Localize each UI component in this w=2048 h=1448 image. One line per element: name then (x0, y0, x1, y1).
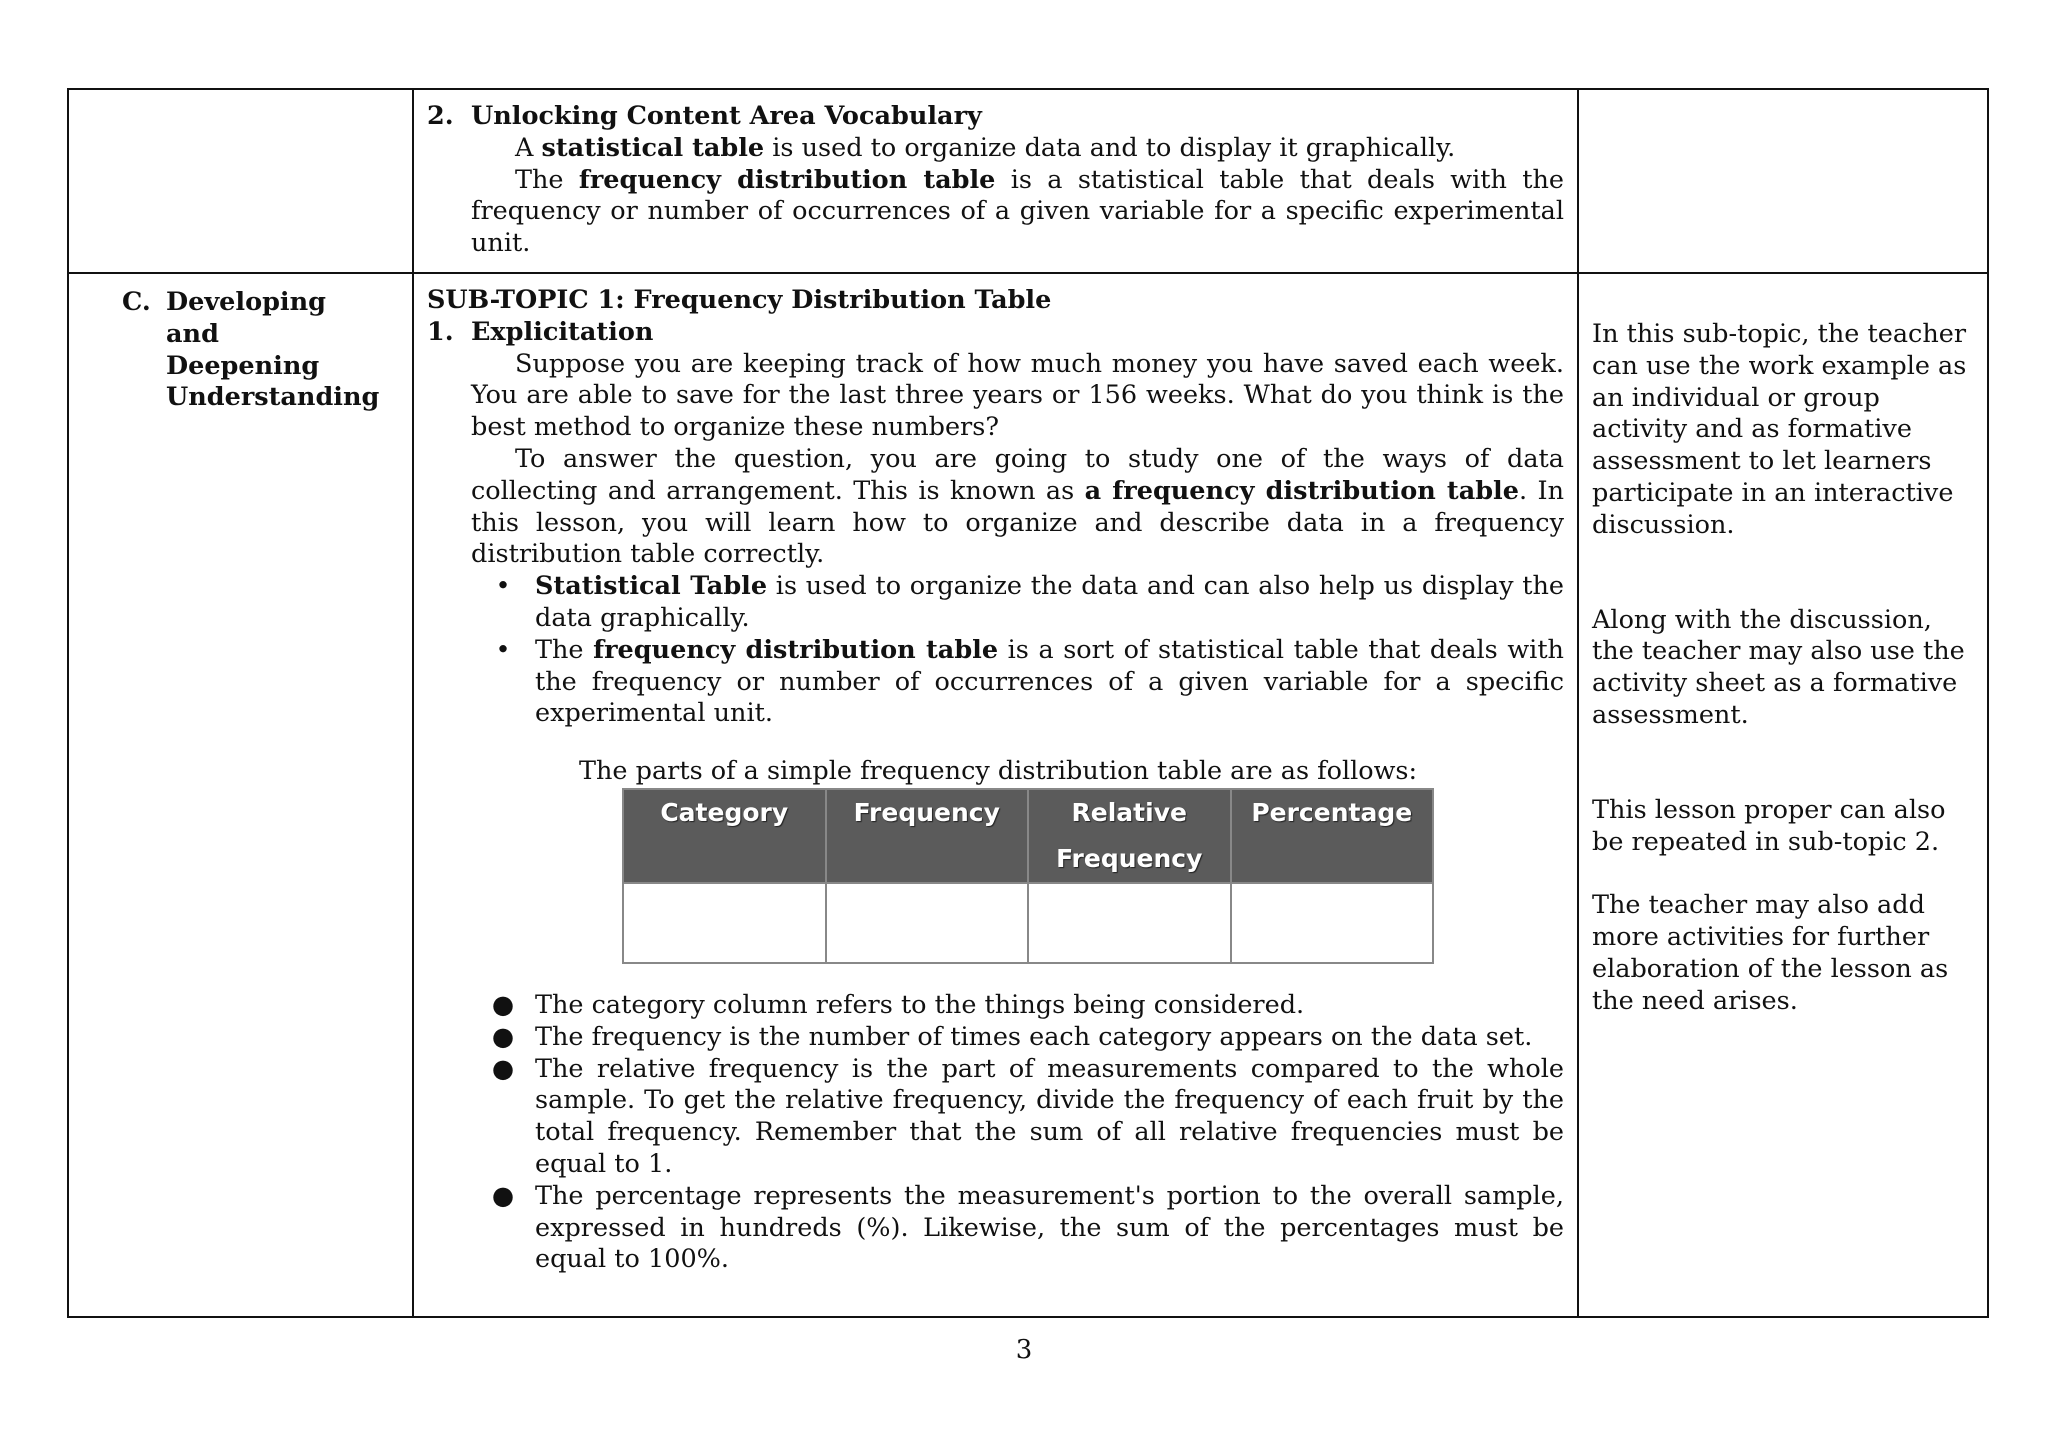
list-item (471, 1054, 1564, 1181)
header-relative-frequency: Relative Frequency (1028, 789, 1231, 883)
section-letter: C. (122, 287, 151, 317)
table-row (68, 89, 1988, 273)
subtopic-heading: SUB-TOPIC 1: Frequency Distribution Table (427, 285, 1052, 315)
teacher-note: The teacher may also add more activities for further elaboration of the lesson as the need arises. (1592, 890, 1949, 1016)
section-cell (68, 273, 413, 1317)
parts-list (471, 990, 1564, 1276)
notes-cell (1578, 273, 1988, 1317)
section-label (70, 275, 411, 414)
empty-cell (1231, 883, 1434, 963)
list-text: The relative frequency is the part of measurements compared to the whole sample. To get the relative frequency, divide the frequency of each fruit by the total frequency. Remember that the sum of all relative frequencies must be equal to 1. (535, 1053, 1564, 1179)
para-text: . In this lesson, you will learn how to organize and describe data in a frequency distribution table correctly. (471, 475, 1564, 570)
bullet-icon: ● (491, 1021, 515, 1052)
notes-cell (1578, 89, 1988, 273)
bullet-icon: ● (491, 1053, 515, 1084)
vocabulary-paragraph (471, 133, 1564, 165)
list-text: The category column refers to the things being considered. (535, 989, 1305, 1020)
item-number: 1. (427, 316, 454, 347)
content-cell (413, 89, 1578, 273)
list-text: The percentage represents the measurement's portion to the overall sample, expressed in hundreds (%). Likewise, the sum of the percentages must be equal to 100%. (535, 1180, 1564, 1275)
lesson-paragraph: Suppose you are keeping track of how much money you have saved each week. You are able to save for the last three years or 156 weeks. What do you think is the best method to organize these numbers? (471, 348, 1564, 443)
para-text: is used to organize data and to display it graphically. (764, 132, 1456, 163)
section-title: Developing and Deepening Understanding (166, 287, 380, 413)
list-item (471, 990, 1564, 1022)
table-row (68, 273, 1988, 1317)
term-bold: statistical table (541, 132, 765, 163)
term-bold: frequency distribution table (593, 634, 999, 665)
vocabulary-paragraph (471, 165, 1564, 260)
page-number: 3 (1015, 1335, 1033, 1365)
header-frequency: Frequency (826, 789, 1029, 883)
explicitation-heading (427, 317, 1564, 349)
section-cell (68, 89, 413, 273)
empty-cell (623, 883, 826, 963)
list-item (471, 635, 1564, 730)
para-text: A (515, 132, 542, 163)
list-item (471, 1181, 1564, 1276)
para-text: The (515, 164, 579, 195)
lesson-plan-table (67, 88, 1989, 1318)
vocabulary-heading (427, 101, 1564, 133)
header-percentage: Percentage (1231, 789, 1434, 883)
para-text: The (535, 634, 594, 665)
content-cell (413, 273, 1578, 1317)
bullet-icon: • (495, 634, 511, 665)
list-item (471, 571, 1564, 635)
para-text: To answer the question, you are going to study one of the ways of data collecting and arrangement. This is known as (471, 443, 1564, 506)
frequency-table-diagram (622, 788, 1434, 964)
para-text: is a sort of statistical table that deals with the frequency or number of occurrences of a given variable for a specific experimental unit. (535, 634, 1564, 729)
table-intro: The parts of a simple frequency distribution table are as follows: (579, 756, 1418, 787)
para-text: is a statistical table that deals with the frequency or number of occurrences of a given variable for a specific experimental unit. (471, 164, 1564, 259)
term-bold: a frequency distribution table (1084, 475, 1519, 506)
teacher-note: Along with the discussion, the teacher may also use the activity sheet as a formative assessment. (1592, 604, 1965, 730)
list-text: The frequency is the number of times each category appears on the data set. (535, 1021, 1533, 1052)
list-item (471, 1022, 1564, 1054)
teacher-note: In this sub-topic, the teacher can use the work example as an individual or group activity and as formative assessment to let learners participate in an interactive discussion. (1592, 319, 1967, 540)
term-bold: frequency distribution table (578, 164, 996, 195)
term-bold: Statistical Table (535, 571, 768, 602)
bullet-icon: ● (491, 1180, 515, 1211)
lesson-paragraph (471, 444, 1564, 571)
bullet-icon: • (495, 571, 511, 602)
empty-cell (826, 883, 1029, 963)
header-category: Category (623, 789, 826, 883)
heading-text: Unlocking Content Area Vocabulary (471, 101, 982, 131)
para-text: is used to organize the data and can also help us display the data graphically. (535, 571, 1564, 633)
empty-cell (1028, 883, 1231, 963)
bullet-icon: ● (491, 989, 515, 1020)
definition-list (471, 571, 1564, 730)
heading-text: Explicitation (471, 316, 654, 347)
item-number: 2. (427, 101, 454, 131)
teacher-note: This lesson proper can also be repeated in sub-topic 2. (1592, 794, 1946, 857)
